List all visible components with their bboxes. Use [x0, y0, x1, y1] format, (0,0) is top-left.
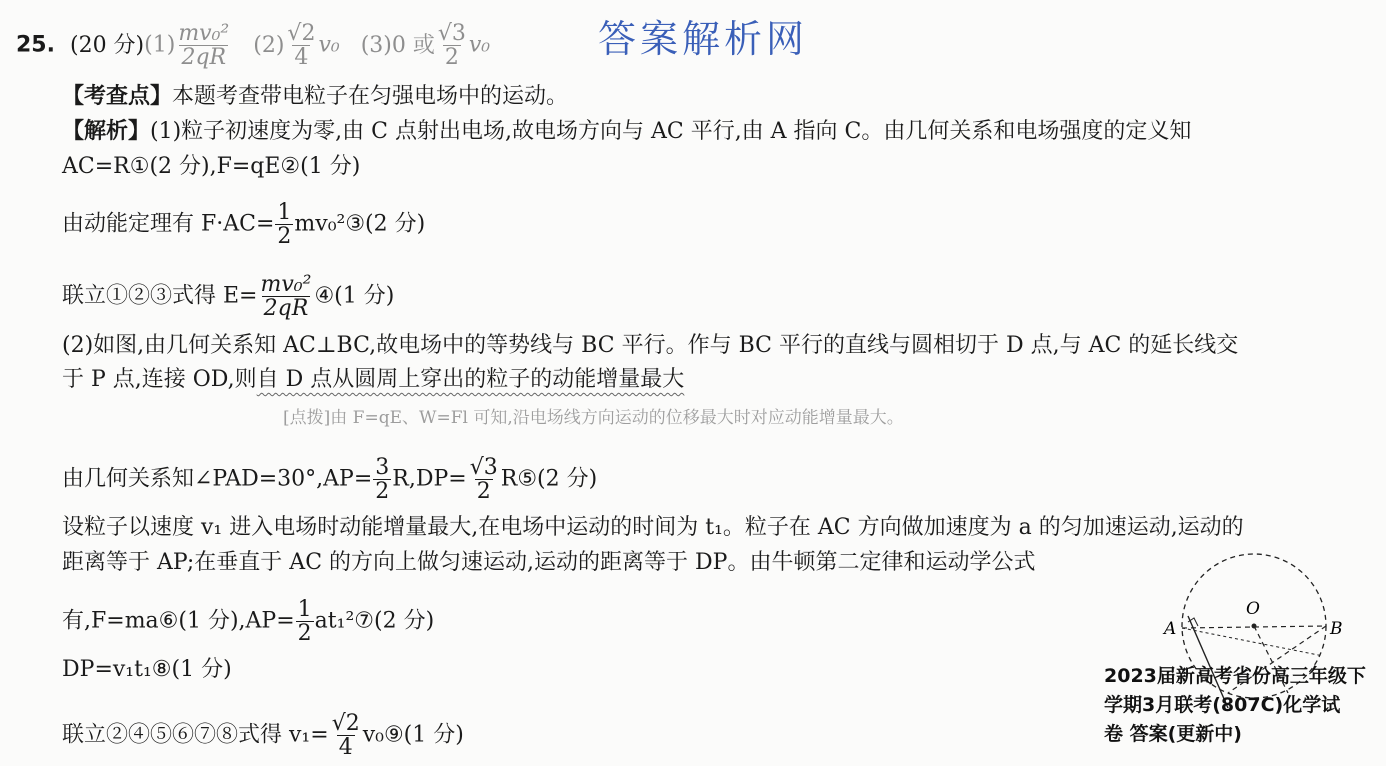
answer-2-fraction — [285, 22, 317, 69]
answer-2-tail: v₀ — [318, 32, 340, 58]
watermark-line-3: 卷 答案(更新中) — [1104, 723, 1242, 745]
line-7-mid: R,DP= — [392, 466, 467, 492]
jiexi-line-9: 距离等于 AP;在垂直于 AC 的方向上做匀速运动,运动的距离等于 DP。由牛顿第二定律和运动学公式 — [62, 550, 1036, 575]
line-12-pre: 联立②④⑤⑥⑦⑧式得 v₁= — [62, 722, 329, 748]
answer-1-numerator: mv₀² — [178, 21, 230, 46]
answer-1-denominator: 2qR — [181, 45, 227, 71]
watermark-line-2: 学期3月联考(807C)化学试 — [1104, 694, 1341, 716]
jiexi-line-2: AC=R①(2 分),F=qE②(1 分) — [62, 154, 361, 179]
answer-2-numerator: √2 — [287, 21, 316, 46]
line-6-highlight: 自 D 点从圆周上穿出的粒子的动能增量最大 — [256, 367, 685, 392]
line-12-denominator: 4 — [338, 735, 353, 761]
watermark-text — [1104, 662, 1366, 749]
site-logo: 答案解析网 — [598, 17, 809, 61]
line-12-fraction — [330, 712, 362, 759]
center-dot — [1252, 624, 1257, 629]
answer-2-denominator: 4 — [294, 45, 309, 71]
answer-1-fraction — [176, 22, 231, 69]
jiexi-line-4 — [62, 273, 394, 320]
line-3-denominator: 2 — [277, 224, 292, 250]
answer-3-denominator: 2 — [444, 45, 459, 71]
jiexi-label: 【解析】 — [62, 119, 151, 144]
jiexi-line-1-text: (1)粒子初速度为零,由 C 点射出电场,故电场方向与 AC 平行,由 A 指向 C。由几何关系和电场强度的定义知 — [150, 119, 1192, 144]
line-12-numerator: √2 — [331, 711, 360, 736]
answer-3-numerator: √3 — [437, 21, 466, 46]
watermark-line-1: 2023届新高考省份高三年级下 — [1104, 665, 1366, 687]
line-4-numerator: mv₀² — [260, 272, 312, 297]
line-4-fraction — [259, 273, 314, 320]
line-4-pre: 联立①②③式得 E= — [62, 283, 258, 309]
line-10-fraction — [296, 598, 314, 645]
line-3-numerator: 1 — [277, 200, 292, 225]
jiexi-line-12 — [62, 712, 464, 759]
jiexi-line-6 — [62, 365, 684, 395]
line-7-fraction-1 — [373, 456, 391, 503]
kaocha-line — [62, 82, 568, 112]
line-12-post: v₀⑨(1 分) — [362, 722, 464, 748]
jiexi-line-1 — [62, 117, 1191, 147]
jiexi-line-11: DP=v₁t₁⑧(1 分) — [62, 657, 232, 682]
line-10-pre: 有,F=ma⑥(1 分),AP= — [62, 608, 295, 634]
line-10-post: at₁²⑦(2 分) — [314, 608, 435, 634]
line-10-numerator: 1 — [297, 597, 312, 622]
question-number: 25. — [16, 32, 55, 58]
label-a: A — [1164, 619, 1177, 639]
label-b: B — [1330, 619, 1343, 639]
line-6-pre: 于 P 点,连接 OD,则 — [62, 367, 257, 392]
answer-3-fraction — [436, 22, 468, 69]
line-4-denominator: 2qR — [263, 296, 309, 322]
line-7-numerator-2: √3 — [469, 455, 498, 480]
dianbo-note: [点拨]由 F=qE、W=Fl 可知,沿电场线方向运动的位移最大时对应动能增量最大。 — [283, 408, 904, 428]
line-7-denominator-1: 2 — [375, 479, 390, 505]
answer-2-label: (2) — [253, 32, 285, 58]
kaocha-text: 本题考查带电粒子在匀强电场中的运动。 — [172, 84, 569, 109]
label-o: O — [1246, 599, 1260, 619]
kaocha-label: 【考查点】 — [62, 84, 173, 109]
question-points: (20 分) — [69, 32, 145, 58]
line-7-numerator-1: 3 — [375, 455, 390, 480]
jiexi-line-8: 设粒子以速度 v₁ 进入电场时动能增量最大,在电场中运动的时间为 t₁。粒子在 AC 方向做加速度为 a 的匀加速运动,运动的 — [62, 515, 1244, 540]
jiexi-line-5: (2)如图,由几何关系知 AC⊥BC,故电场中的等势线与 BC 平行。作与 BC 平行的直线与圆相切于 D 点,与 AC 的延长线交 — [62, 333, 1239, 358]
line-3-pre: 由动能定理有 F·AC= — [62, 211, 275, 237]
line-3-fraction — [275, 201, 293, 248]
answer-1-label: (1) — [144, 32, 176, 58]
line-10-denominator: 2 — [297, 621, 312, 647]
jiexi-line-10 — [62, 598, 434, 645]
jiexi-line-7 — [62, 456, 597, 503]
answer-3-tail: v₀ — [468, 32, 491, 58]
line-4-post: ④(1 分) — [314, 283, 395, 309]
jiexi-line-3 — [62, 201, 425, 248]
line-7-pre: 由几何关系知∠PAD=30°,AP= — [62, 466, 373, 492]
line-3-post: mv₀²③(2 分) — [294, 211, 426, 237]
line-7-post: R⑤(2 分) — [500, 466, 598, 492]
line-7-fraction-2 — [468, 456, 500, 503]
question-header — [16, 22, 490, 69]
line-7-denominator-2: 2 — [476, 479, 491, 505]
answer-3-label: (3)0 或 — [360, 32, 435, 58]
